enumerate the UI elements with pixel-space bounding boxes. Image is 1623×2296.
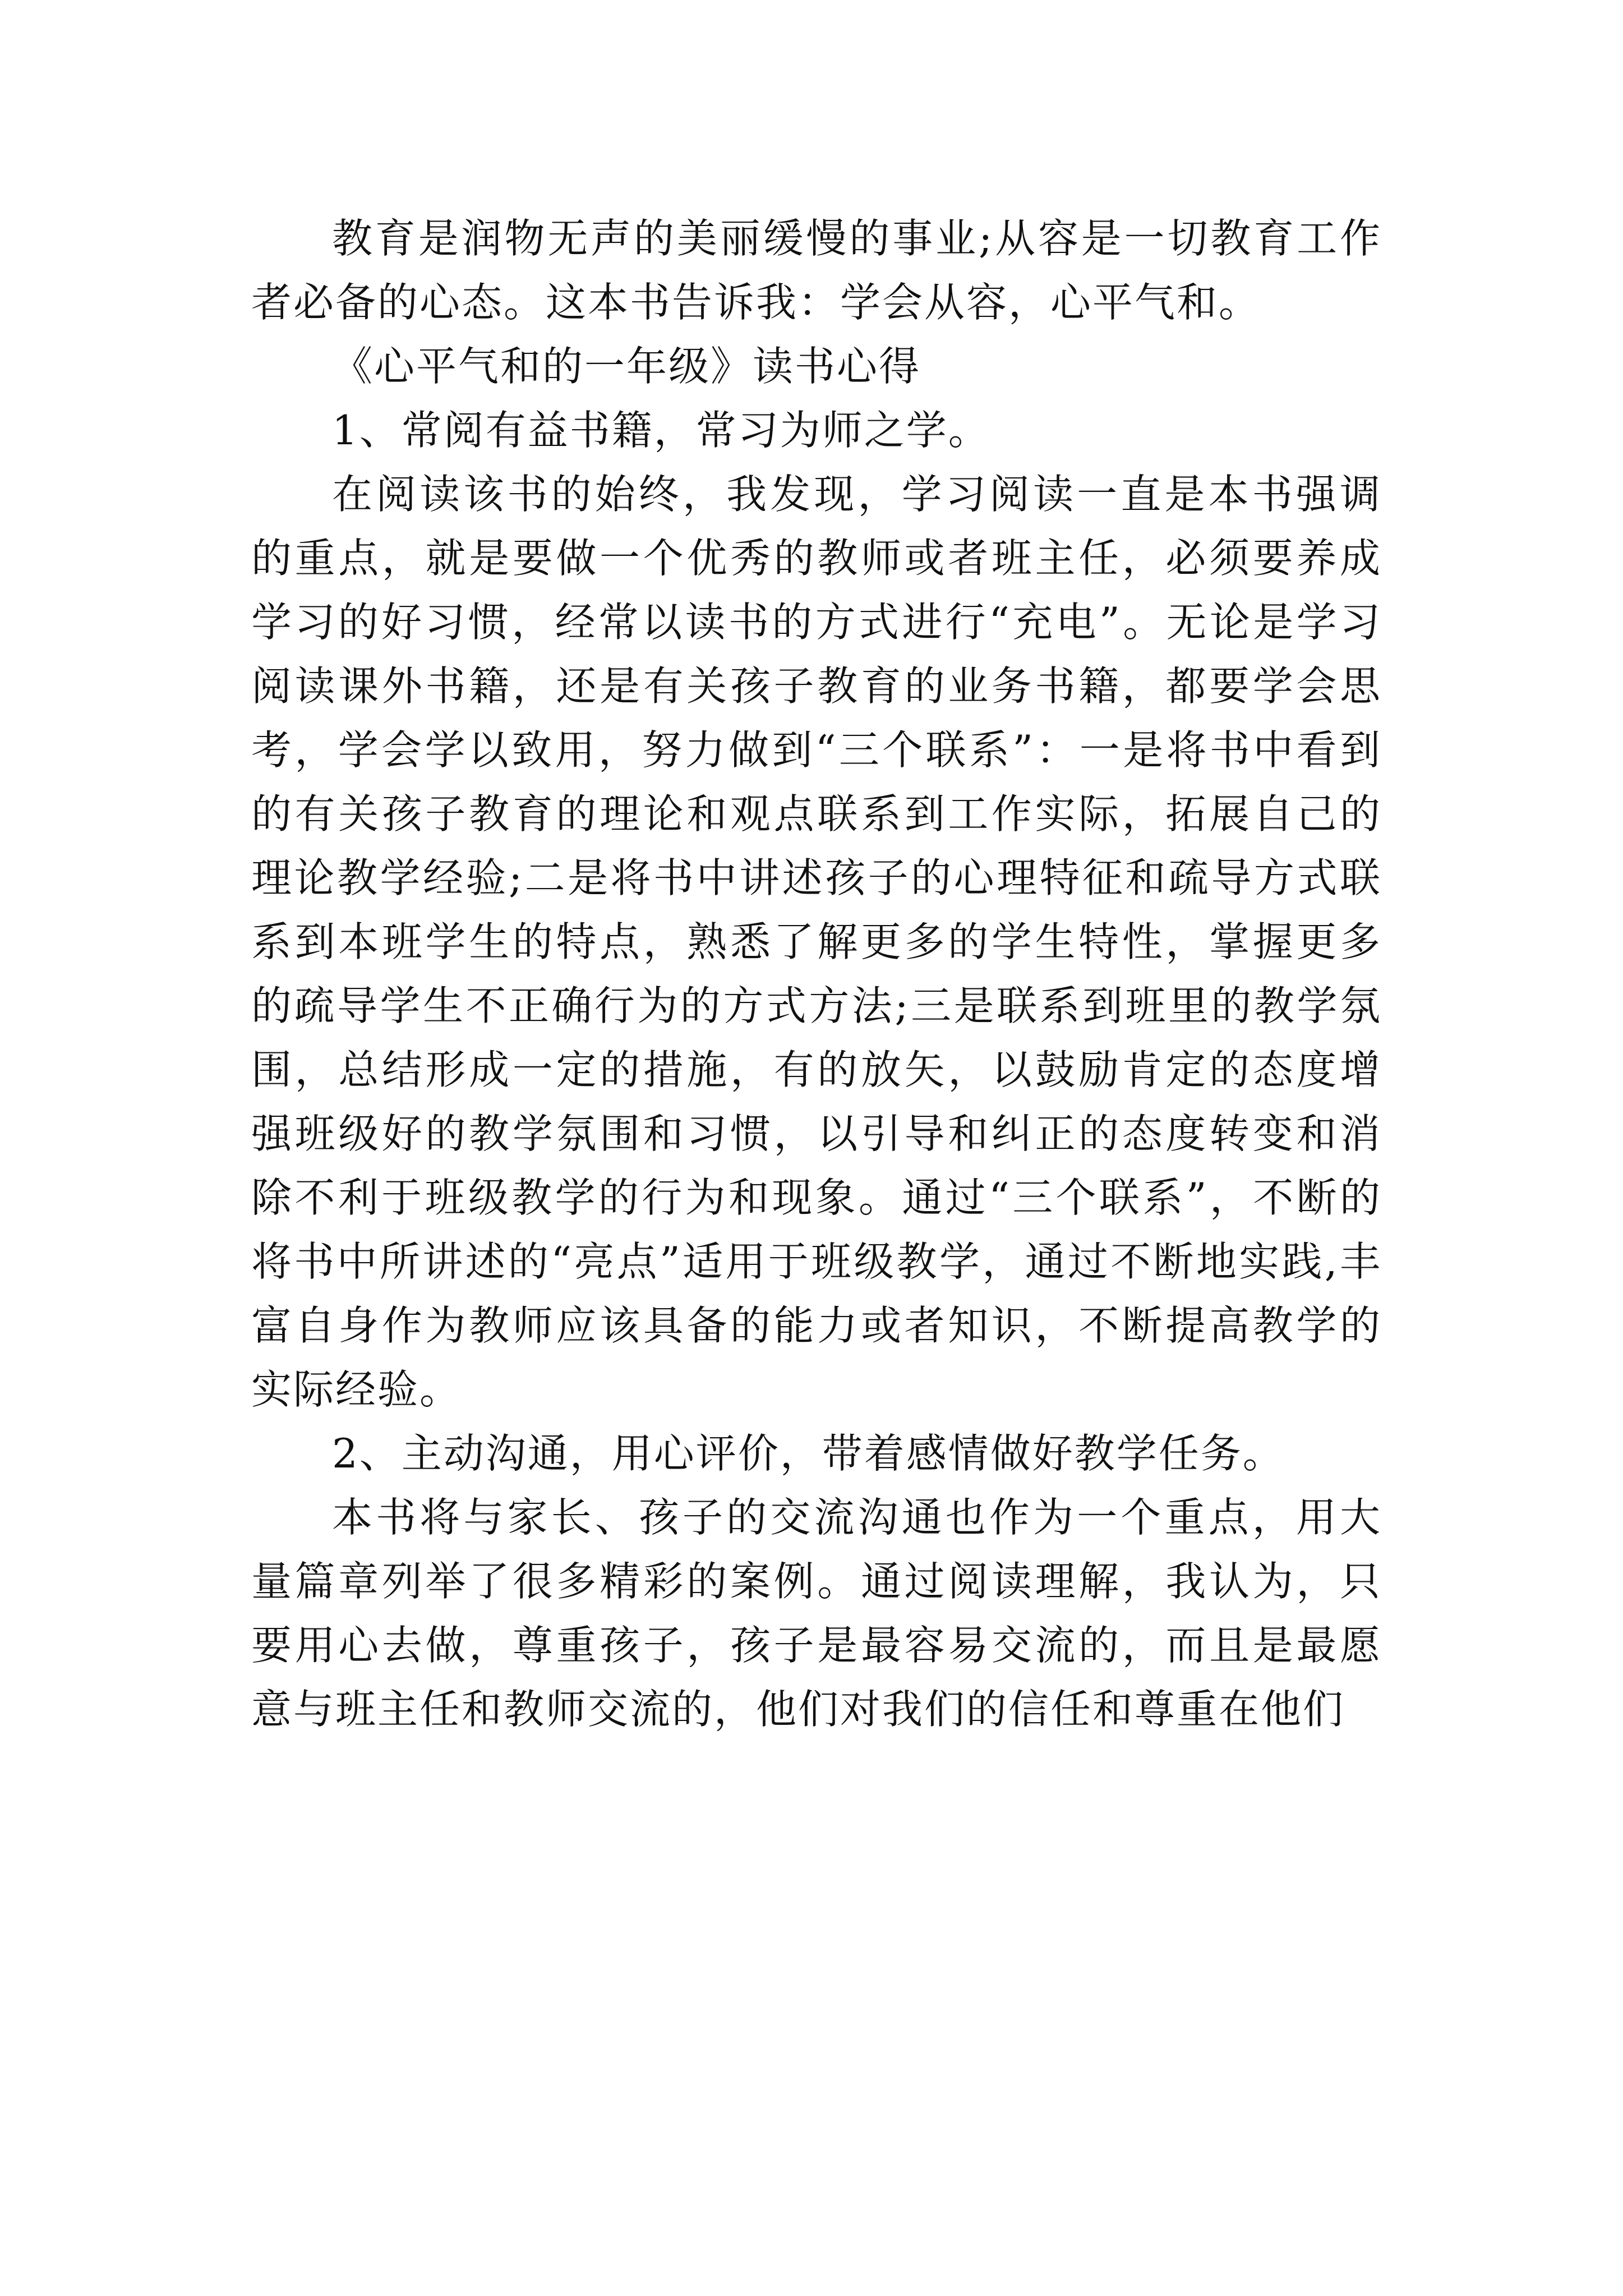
document-body: [251, 206, 1382, 1741]
paragraph-section-1: 在阅读该书的始终，我发现，学习阅读一直是本书强调的重点，就是要做一个优秀的教师或者班主任，必须要养成学习的好习惯，经常以读书的方式进行“充电”。无论是学习阅读课外书籍，还是有关孩子教育的业务书籍，都要学会思考，学会学以致用，努力做到“三个联系”：一是将书中看到的有关孩子教育的理论和观点联系到工作实际，拓展自己的理论教学经验;二是将书中讲述孩子的心理特征和疏导方式联系到本班学生的特点，熟悉了解更多的学生特性，掌握更多的疏导学生不正确行为的方式方法;三是联系到班里的教学氛围，总结形成一定的措施，有的放矢，以鼓励肯定的态度增强班级好的教学氛围和习惯，以引导和纠正的态度转变和消除不利于班级教学的行为和现象。通过“三个联系”，不断的将书中所讲述的“亮点”适用于班级教学，通过不断地实践,丰富自身作为教师应该具备的能力或者知识，不断提高教学的实际经验。: [251, 471, 1382, 1413]
paragraph-section-2: 本书将与家长、孩子的交流沟通也作为一个重点，用大量篇章列举了很多精彩的案例。通过阅读理解，我认为，只要用心去做，尊重孩子，孩子是最容易交流的，而且是最愿意与班主任和教师交流的，他们对我们的信任和尊重在他们: [251, 1494, 1382, 1733]
section-heading-2: 2、主动沟通，用心评价，带着感情做好教学任务。: [332, 1430, 1285, 1477]
paragraph-intro: 教育是润物无声的美丽缓慢的事业;从容是一切教育工作者必备的心态。这本书告诉我：学会从容，心平气和。: [251, 215, 1382, 326]
section-heading-1: 1、常阅有益书籍，常习为师之学。: [332, 407, 990, 454]
document-heading: 《心平气和的一年级》读书心得: [332, 343, 921, 390]
